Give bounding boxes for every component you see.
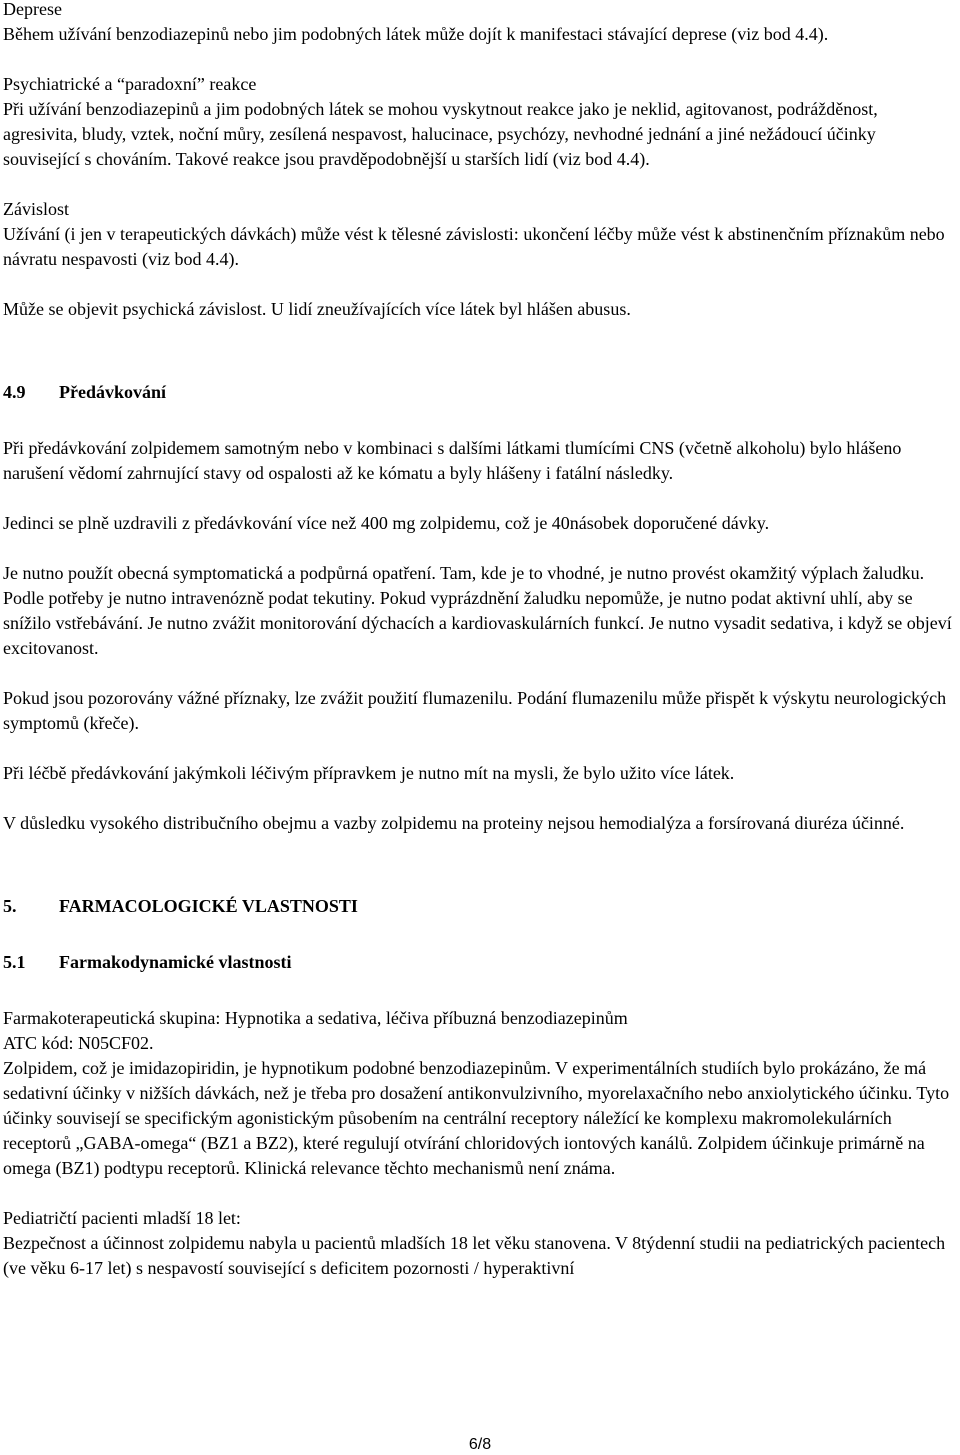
depression-heading: Deprese bbox=[3, 0, 62, 19]
overdose-paragraph: Je nutno použít obecná symptomatická a podpůrná opatření. Tam, kde je to vhodné, je nutno provést okamžitý výplach žaludku. Podle potřeby je nutno intravenózně podat tekutiny. Pokud vyprázdnění žaludku nepomůže, je nutno podat aktivní uhlí, aby se snížilo vstřebávání. Je nutno zvážit monitorování dýchacích a kardiovaskulárních funkcí. Je nutno vysadit sedativa, i když se objeví excitovanost. bbox=[3, 563, 952, 658]
atc-code: ATC kód: N05CF02. bbox=[3, 1033, 154, 1053]
dependence-text: Užívání (i jen v terapeutických dávkách) může vést k tělesné závislosti: ukončení léčby může vést k abstinenčním příznakům nebo návratu nespavosti (viz bod 4.4). bbox=[3, 224, 945, 269]
depression-text: Během užívání benzodiazepinů nebo jim podobných látek může dojít k manifestaci stávající deprese (viz bod 4.4). bbox=[3, 24, 829, 44]
overdose-paragraph: Při předávkování zolpidemem samotným nebo v kombinaci s dalšími látkami tlumícími CNS (včetně alkoholu) bylo hlášeno narušení vědomí zahrnující stavy od ospalosti až ke kómatu a byly hlášeny i fatální následky. bbox=[3, 438, 902, 483]
section-5-heading bbox=[3, 894, 953, 919]
overdose-paragraph: Při léčbě předávkování jakýmkoli léčivým přípravkem je nutno mít na mysli, že bylo užito více látek. bbox=[3, 763, 735, 783]
overdose-paragraph: Pokud jsou pozorovány vážné příznaky, lze zvážit použití flumazenilu. Podání flumazenilu může přispět k výskytu neurologických symptomů (křeče). bbox=[3, 688, 947, 733]
page-number: 6/8 bbox=[468, 1436, 492, 1453]
section-title: Farmakodynamické vlastnosti bbox=[59, 952, 292, 972]
section-number: 4.9 bbox=[3, 382, 26, 402]
document-page bbox=[3, 0, 953, 1281]
section-title: Předávkování bbox=[59, 382, 167, 402]
dependence-text-2: Může se objevit psychická závislost. U lidí zneužívajících více látek byl hlášen abusus. bbox=[3, 299, 631, 319]
section-number: 5.1 bbox=[3, 952, 26, 972]
mechanism-paragraph: Zolpidem, což je imidazopiridin, je hypnotikum podobné benzodiazepinům. V experimentálních studiích bylo prokázáno, že má sedativní účinky v nižších dávkách, než je třeba pro dosažení antikonvulzivního, myorelaxačního nebo anxiolytického účinku. Tyto účinky souvisejí se specifickým agonistickým působením na centrální receptory náležící ke komplexu makromolekulárních receptorů „GABA-omega“ (BZ1 a BZ2), které regulují otvírání chloridových iontových kanálů. Zolpidem účinkuje primárně na omega (BZ1) podtypu receptorů. Klinická relevance těchto mechanismů není známa. bbox=[3, 1058, 950, 1178]
section-number: 5. bbox=[3, 896, 17, 916]
paradox-heading: Psychiatrické a “paradoxní” reakce bbox=[3, 74, 257, 94]
dependence-heading: Závislost bbox=[3, 199, 69, 219]
section-title: FARMACOLOGICKÉ VLASTNOSTI bbox=[59, 896, 358, 916]
overdose-paragraph: V důsledku vysokého distribučního obejmu a vazby zolpidemu na proteiny nejsou hemodialýza a forsírovaná diuréza účinné. bbox=[3, 813, 905, 833]
overdose-paragraph: Jedinci se plně uzdravili z předávkování více než 400 mg zolpidemu, což je 40násobek doporučené dávky. bbox=[3, 513, 770, 533]
pharmacotherapeutic-group: Farmakoterapeutická skupina: Hypnotika a sedativa, léčiva příbuzná benzodiazepinům bbox=[3, 1008, 628, 1028]
pediatric-heading: Pediatričtí pacienti mladší 18 let: bbox=[3, 1208, 241, 1228]
section-4-9-heading bbox=[3, 380, 953, 405]
section-5-1-heading bbox=[3, 950, 953, 975]
pediatric-text: Bezpečnost a účinnost zolpidemu nabyla u pacientů mladších 18 let věku stanovena. V 8týdenní studii na pediatrických pacientech (ve věku 6-17 let) s nespavostí související s deficitem pozornosti / hyperaktivní bbox=[3, 1233, 946, 1278]
paradox-text: Při užívání benzodiazepinů a jim podobných látek se mohou vyskytnout reakce jako je neklid, agitovanost, podrážděnost, agresivita, bludy, vztek, noční můry, zesílená nespavost, halucinace, psychózy, nevhodné jednání a jiné nežádoucí účinky související s chováním. Takové reakce jsou pravděpodobnější u starších lidí (viz bod 4.4). bbox=[3, 99, 878, 169]
